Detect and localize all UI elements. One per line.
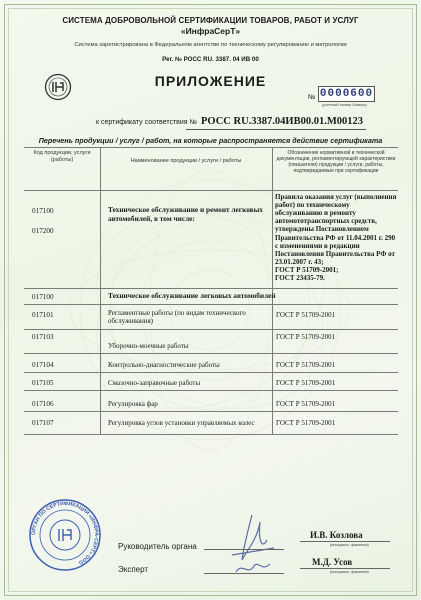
header-system-name: СИСТЕМА ДОБРОВОЛЬНОЙ СЕРТИФИКАЦИИ ТОВАРОВ, РАБОТ И УСЛУГ bbox=[62, 16, 359, 25]
group-docs-line: 23.01.2007 г. 43; bbox=[275, 257, 324, 266]
row-rule bbox=[24, 353, 398, 354]
row-standard: ГОСТ Р 51709-2001 bbox=[276, 379, 336, 387]
group-docs-line: ГОСТ Р 51709-2001; bbox=[275, 265, 339, 274]
head-name: И.В. Козлова bbox=[310, 530, 363, 540]
expert-label: Эксперт bbox=[118, 565, 149, 574]
document-title: ПРИЛОЖЕНИЕ bbox=[154, 73, 267, 89]
group-docs-line: работ) по техническому bbox=[275, 201, 350, 210]
head-name-line bbox=[300, 541, 390, 542]
certificate-underline bbox=[186, 129, 366, 130]
row-code: 017104 bbox=[32, 361, 54, 369]
row-name bbox=[108, 309, 268, 325]
head-label: Руководитель органа bbox=[118, 542, 197, 551]
expert-name-line bbox=[300, 568, 390, 569]
group-docs-line: Постановления Правительства РФ от bbox=[275, 249, 395, 258]
row-rule bbox=[24, 372, 398, 373]
row-rule bbox=[24, 411, 398, 412]
row-standard: ГОСТ Р 51709-2001 bbox=[276, 311, 336, 319]
group-code-2: 017200 bbox=[32, 227, 54, 235]
expert-signature-line bbox=[204, 573, 284, 574]
table-header-name: Наименование продукции / услуги / работы bbox=[130, 158, 242, 164]
row-standard: ГОСТ Р 51709-2001 bbox=[276, 400, 336, 408]
expert-name: М.Д. Усов bbox=[312, 557, 353, 567]
group-row-rule bbox=[24, 288, 398, 289]
header-reg-number: Рег. № РОСС RU. 3387. 04 ИВ 00 bbox=[162, 56, 259, 63]
row-name bbox=[108, 379, 268, 387]
group-docs-line: ГОСТ 23435-79. bbox=[275, 274, 325, 283]
certificate-number: РОСС RU.3387.04ИВ00.01.М00123 bbox=[201, 116, 363, 127]
row-name-line: Регулировка фар bbox=[108, 400, 158, 408]
head-name-caption: (инициалы, фамилия) bbox=[330, 543, 369, 547]
table-top-rule bbox=[24, 147, 398, 148]
list-title: Перечень продукции / услуг / работ, на которые распространяется действие сертификата bbox=[38, 136, 383, 145]
group-docs bbox=[275, 193, 399, 282]
group-docs-line: Правительства РФ от 11.04.2001 г. 290 bbox=[275, 233, 396, 242]
svg-text:ОРГАН ПО СЕРТИФИКАЦИИ «ИНФРА-С bbox=[31, 501, 99, 565]
blank-number: 0000600 bbox=[319, 88, 374, 100]
group-docs-line: Правила оказания услуг (выполнения bbox=[275, 193, 397, 201]
row-standard: ГОСТ Р 51709-2001 bbox=[276, 361, 336, 369]
section-row-rule bbox=[24, 304, 398, 305]
header-registration-note: Система зарегистрирована в Федеральном агентстве по техническому регулированию и метрологии bbox=[74, 42, 347, 48]
group-docs-line: утверждены Постановлением bbox=[275, 225, 369, 234]
stamp-text: ОРГАН ПО СЕРТИФИКАЦИИ «ИНФРА-СЕРТ» ООО bbox=[30, 500, 100, 566]
table-bottom-rule bbox=[24, 434, 398, 435]
section-name: Техническое обслуживание легковых автомобилей bbox=[108, 291, 276, 300]
table-header-docs: Обозначение нормативной и технической документации, регламентирующей характеристики (показатели) продукции / услуги, работы, подтверждаемые при сертификации bbox=[276, 150, 396, 174]
header-brand: «ИнфраСерТ» bbox=[180, 26, 241, 36]
section-code: 017100 bbox=[32, 293, 54, 301]
group-name: Техническое обслуживание и ремонт легковых автомобилей, в том числе: bbox=[108, 205, 263, 223]
row-name-line: Уборочно-моечные работы bbox=[108, 342, 189, 350]
row-name bbox=[108, 419, 270, 427]
group-docs-line: обслуживанию и ремонту bbox=[275, 209, 356, 218]
row-code: 017107 bbox=[32, 419, 54, 427]
table-header-code: Код продукции, услуги (работы) bbox=[33, 150, 91, 163]
row-code: 017101 bbox=[32, 311, 54, 319]
row-standard: ГОСТ Р 51709-2001 bbox=[276, 419, 336, 427]
expert-name-caption: (инициалы, фамилия) bbox=[330, 570, 369, 574]
row-standard: ГОСТ Р 51709-2001 bbox=[276, 333, 336, 341]
handwritten-signature bbox=[222, 510, 282, 580]
row-name-line: Смазочно-заправочные работы bbox=[108, 379, 201, 387]
row-name-line: обслуживания) bbox=[108, 317, 154, 326]
row-name-line: Регламентные работы (по видам технического bbox=[108, 309, 246, 317]
blank-number-caption: (учетный номер бланка) bbox=[322, 102, 367, 107]
certificate-reference bbox=[96, 116, 363, 127]
blank-number-prefix: № bbox=[308, 94, 316, 101]
group-docs-line: с изменениями в редакции bbox=[275, 241, 360, 250]
head-signature-line bbox=[204, 549, 284, 550]
row-code: 017106 bbox=[32, 400, 54, 408]
row-code: 017103 bbox=[32, 333, 54, 341]
group-code-1: 017100 bbox=[32, 207, 54, 215]
row-name-line: Контрольно-диагностические работы bbox=[108, 361, 220, 369]
table-header-rule bbox=[24, 190, 398, 191]
row-code: 017105 bbox=[32, 379, 54, 387]
row-rule bbox=[24, 329, 398, 330]
row-rule bbox=[24, 390, 398, 391]
organization-stamp bbox=[28, 498, 102, 572]
row-name bbox=[108, 361, 268, 369]
row-name bbox=[108, 400, 268, 408]
certificate-prefix: к сертификату соответствия № bbox=[96, 119, 198, 126]
group-docs-line: автомототранспортных средств, bbox=[275, 217, 377, 226]
row-name-line: Регулировка углов установки управляемых колес bbox=[108, 419, 255, 427]
row-name bbox=[108, 342, 268, 350]
